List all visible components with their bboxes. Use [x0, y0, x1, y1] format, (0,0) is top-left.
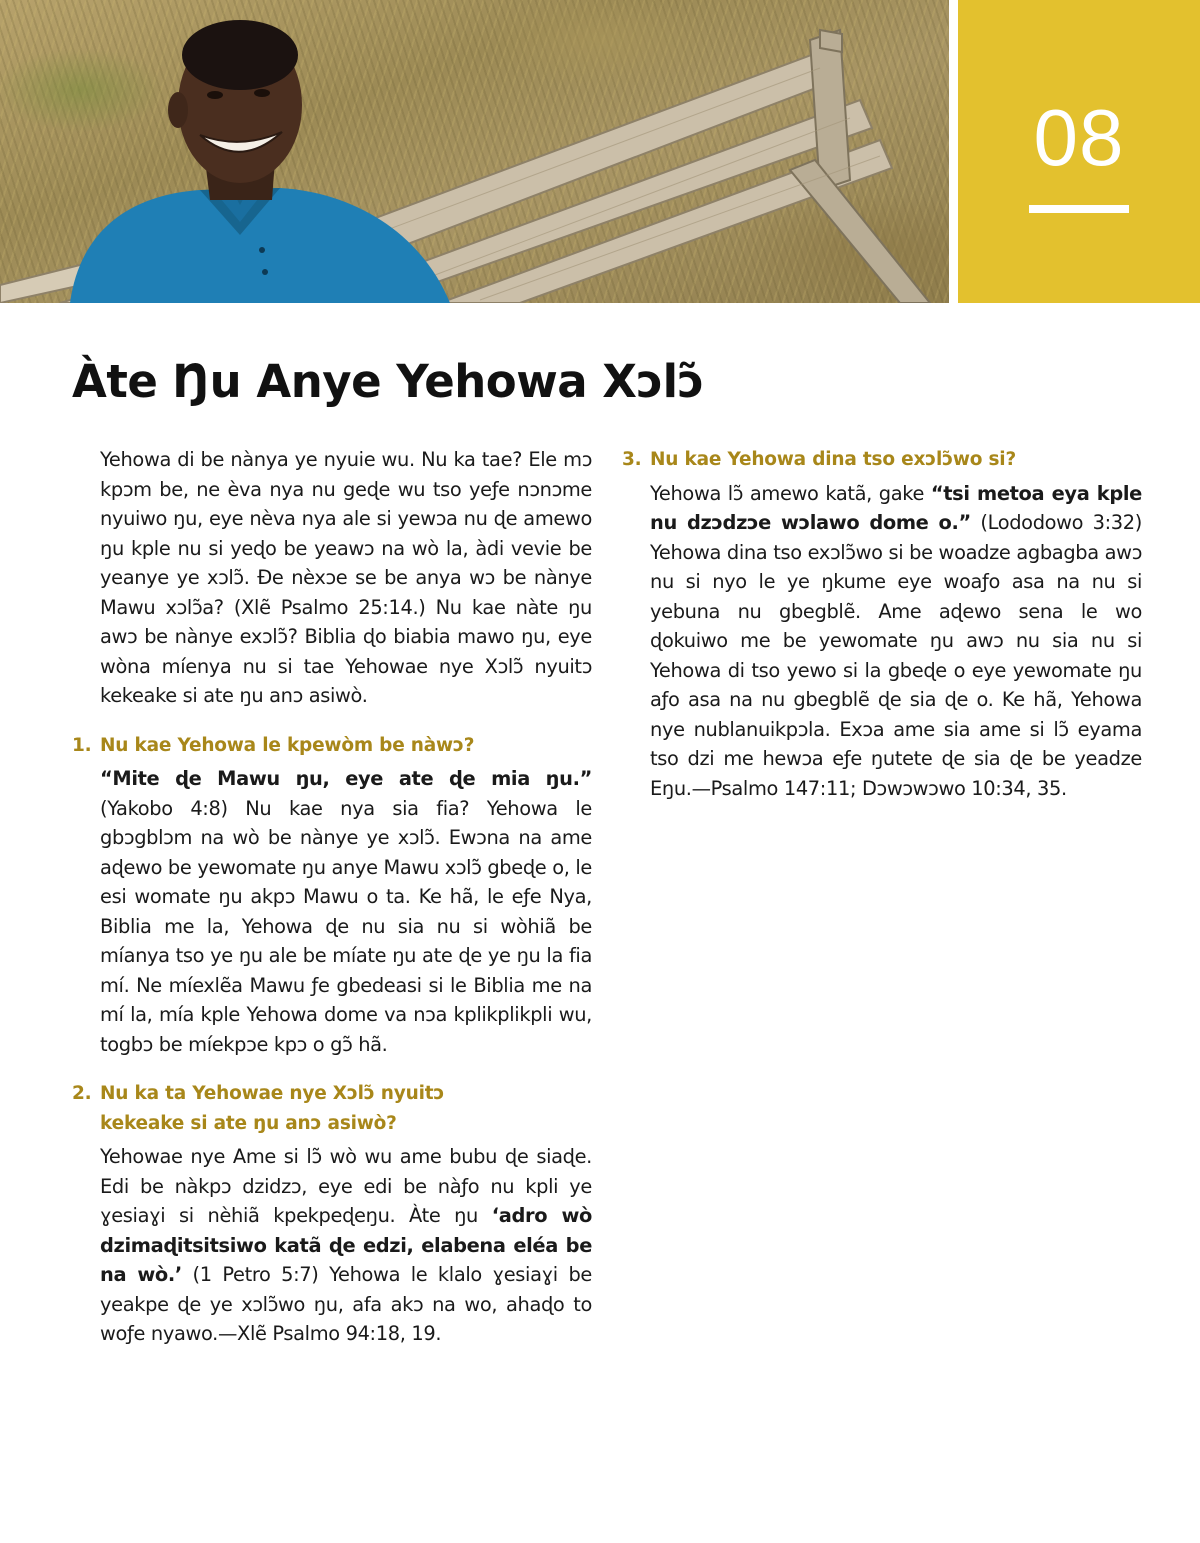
answer-quote: “tsi metoa eya kple nu dzɔdzɔe wɔlawo dome o.”	[650, 481, 1142, 534]
chapter-number: 08	[1033, 93, 1125, 182]
question-text	[100, 1079, 592, 1138]
answer-body: Yehowa lɔ̃ amewo katã, gake	[650, 481, 931, 505]
chapter-block	[958, 0, 1200, 303]
question-2	[72, 1079, 592, 1138]
page-title: Àte Ŋu Anye Yehowa Xɔlɔ̃	[72, 355, 704, 408]
chapter-rule	[1029, 205, 1129, 213]
question-text: Nu kae Yehowa le kpewòm be nàwɔ?	[100, 734, 475, 756]
answer-quote: ‘adro wò dzimaɖitsitsiwo katã ɖe edzi, elabena eléa be na wò.’	[100, 1204, 592, 1286]
left-column	[72, 445, 592, 1349]
intro-paragraph: Yehowa di be nànya ye nyuie wu. Nu ka tae? Ele mɔ kpɔm be, ne èva nya nu geɖe wu tso yeƒe nɔnɔme nyuiwo ŋu, eye nèva nya ale si yewɔa nu ɖe amewo ŋu kple nu si yeɖo be yeawɔ na wò la, àdi vevie be yeanye ye xɔlɔ̃. Ðe nèxɔe se be anya wɔ be nànye Mawu xɔlɔ̃a? (Xlẽ Psalmo 25:14.) Nu kae nàte ŋu awɔ be nànye exɔlɔ̃? Biblia ɖo biabia mawo ŋu, eye wòna míenya nu si tae Yehowae nye Xɔlɔ̃ nyuitɔ kekeake si ate ŋu anɔ asiwò.	[100, 448, 592, 707]
answer-1	[100, 764, 592, 1059]
man-on-bench-illustration	[0, 0, 949, 303]
answer-quote: “Mite ɖe Mawu ŋu, eye ate ɖe mia ŋu.”	[100, 767, 592, 790]
answer-body: (1 Petro 5:7) Yehowa le klalo ɣesiaɣi be yeakpe ɖe ye xɔlɔ̃wo ŋu, afa akɔ na wo, ahaɖo to woƒe nyawo.—Xlẽ Psalmo 94:18, 19.	[100, 1263, 592, 1345]
answer-body: (Lododowo 3:32) Yehowa dina tso exɔlɔ̃wo si be woadze agbagba awɔ nu si nyo le ye ŋkume eye woaƒo asa na nu si yebuna nu gbegblẽ. Ame aɖewo sena le wo ɖokuiwo me be yewomate ŋu awɔ nu sia nu si Yehowa di tso yewo si la gbeɖe o eye yewomate ŋu aƒo asa na nu gbegblẽ ɖe sia ɖe o. Ke hã, Yehowa nye nublanuikpɔla. Exɔa ame sia ame si lɔ̃ eyama tso dzi me hewɔa eƒe ŋutete ɖe sia ɖe be yeadze Eŋu.—Psalmo 147:11; Dɔwɔwɔwo 10:34, 35.	[650, 511, 1142, 800]
question-text-line: kekeake si ate ŋu anɔ asiwò?	[100, 1112, 397, 1134]
question-number: 1.	[72, 734, 92, 756]
answer-3	[650, 479, 1142, 804]
answer-body: (Yakobo 4:8) Nu kae nya sia fia? Yehowa le gbɔgblɔm na wò be nànye ye xɔlɔ̃. Ewɔna na ame aɖewo be yewomate ŋu anye Mawu xɔlɔ̃ gbeɖe o, le esi womate ŋu akpɔ Mawu o ta. Ke hã, le eƒe Nya, Biblia me la, Yehowa ɖe nu sia nu si wòhiã be míanya tso ye ŋu ale be míate ŋu ate ɖe ye ŋu la fia mí. Ne míexlẽa Mawu ƒe gbedeasi si le Biblia me na mí la, mía kple Yehowa dome va nɔa kplikplikpli wu, togbɔ be míekpɔe kpɔ o gɔ̃ hã.	[100, 796, 592, 1056]
question-number: 2.	[72, 1083, 92, 1104]
question-number: 3.	[622, 449, 642, 470]
answer-body: Yehowae nye Ame si lɔ̃ wò wu ame bubu ɖe siaɖe. Edi be nàkpɔ dzidzɔ, eye edi be nàƒo nu kpli ye ɣesiaɣi si nèhiã kpekpeɖeŋu. Àte ŋu	[100, 1145, 592, 1227]
header-photo	[0, 0, 949, 303]
answer-2	[100, 1142, 592, 1349]
question-1	[72, 731, 592, 761]
question-3	[622, 445, 1142, 475]
right-column	[622, 445, 1142, 803]
question-text-line: Nu ka ta Yehowae nye Xɔlɔ̃ nyuitɔ	[100, 1083, 445, 1104]
question-text: Nu kae Yehowa dina tso exɔlɔ̃wo si?	[650, 449, 1016, 470]
